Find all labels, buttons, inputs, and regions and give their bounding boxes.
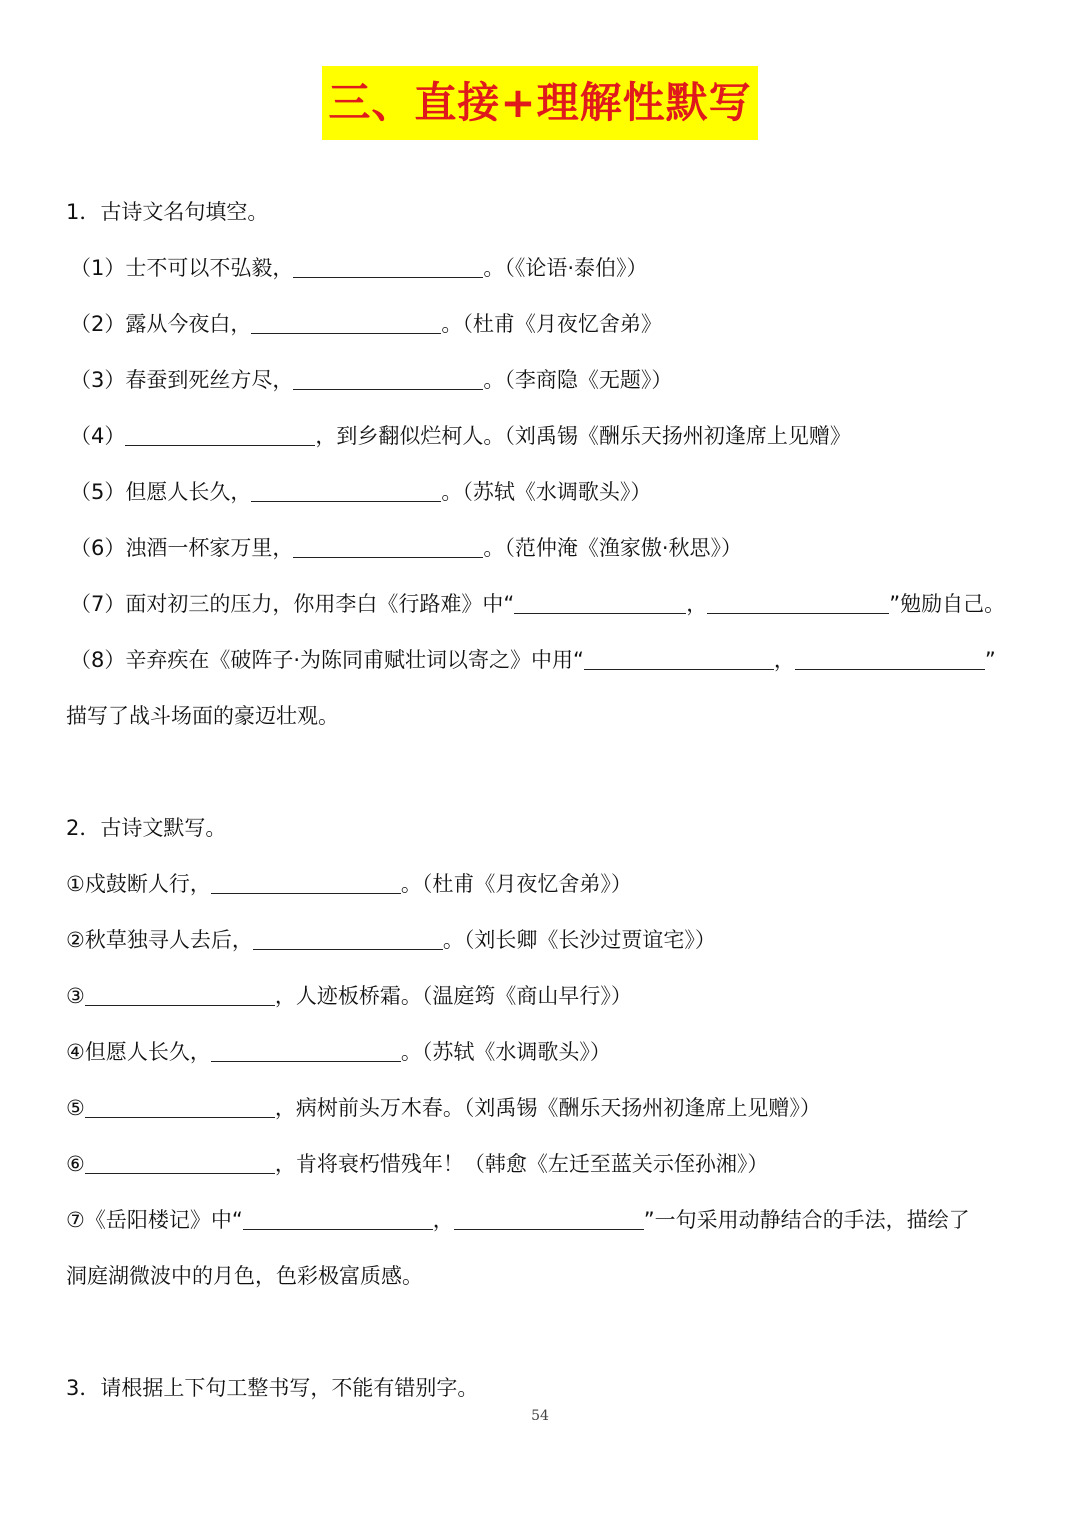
- answer-blank[interactable]: [293, 537, 483, 558]
- q2-item-3-suffix: ，人迹板桥霜。（温庭筠《商山早行》）: [274, 984, 632, 1008]
- q2-item-6: [66, 1150, 1020, 1178]
- answer-blank[interactable]: [795, 649, 985, 670]
- q1-item-1-prefix: （1）士不可以不弘毅，: [70, 256, 294, 280]
- page-number: 54: [531, 1408, 549, 1424]
- q1-item-4-suffix: ，到乡翻似烂柯人。（刘禹锡《酬乐天扬州初逢席上见赠》: [315, 424, 851, 448]
- q2-item-6-prefix: ⑥: [66, 1152, 85, 1176]
- q1-item-6-prefix: （6）浊酒一杯家万里，: [70, 536, 294, 560]
- q2-item-5: [66, 1094, 1020, 1122]
- q1-item-8-comma: ，: [773, 648, 795, 672]
- q2-item-1-prefix: ①戍鼓断人行，: [66, 872, 211, 896]
- q1-item-8-quote: ”: [984, 648, 996, 672]
- answer-blank[interactable]: [584, 649, 774, 670]
- q2-item-2: [66, 926, 1020, 954]
- answer-blank[interactable]: [211, 873, 401, 894]
- q2-item-6-suffix: ，肯将衰朽惜残年！（韩愈《左迁至蓝关示侄孙湘》）: [274, 1152, 769, 1176]
- q2-item-3: [66, 982, 1020, 1010]
- q1-item-1: [70, 254, 1020, 282]
- answer-blank[interactable]: [253, 929, 443, 950]
- q1-item-6: [70, 534, 1020, 562]
- q2-heading: 2．古诗文默写。: [66, 816, 227, 840]
- answer-blank[interactable]: [85, 985, 275, 1006]
- answer-blank[interactable]: [251, 481, 441, 502]
- answer-blank[interactable]: [211, 1041, 401, 1062]
- title-banner: [0, 66, 1080, 140]
- q1-item-8: [70, 646, 1020, 674]
- q1-item-7-suffix: ”勉励自己。: [889, 592, 1006, 616]
- q1-item-5-prefix: （5）但愿人长久，: [70, 480, 252, 504]
- q1-item-3: [70, 366, 1020, 394]
- q2-item-4-prefix: ④但愿人长久，: [66, 1040, 211, 1064]
- answer-blank[interactable]: [514, 593, 686, 614]
- q2-item-7-comma: ，: [432, 1208, 454, 1232]
- q2-item-5-suffix: ，病树前头万木春。（刘禹锡《酬乐天扬州初逢席上见赠》）: [274, 1096, 821, 1120]
- q2-item-7-continuation: 洞庭湖微波中的月色，色彩极富质感。: [66, 1264, 423, 1288]
- q2-item-2-prefix: ②秋草独寻人去后，: [66, 928, 253, 952]
- answer-blank[interactable]: [85, 1097, 275, 1118]
- q2-item-4-suffix: 。（苏轼《水调歌头》）: [400, 1040, 611, 1064]
- q1-item-7-comma: ，: [686, 592, 708, 616]
- q1-item-8-prefix: （8）辛弃疾在《破阵子·为陈同甫赋壮词以寄之》中用“: [70, 648, 584, 672]
- q1-item-6-suffix: 。（范仲淹《渔家傲·秋思》）: [483, 536, 743, 560]
- answer-blank[interactable]: [125, 425, 315, 446]
- q1-item-5-suffix: 。（苏轼《水调歌头》）: [441, 480, 652, 504]
- q2-item-1-suffix: 。（杜甫《月夜忆舍弟》）: [400, 872, 632, 896]
- q1-item-8-continuation: 描写了战斗场面的豪迈壮观。: [66, 704, 339, 728]
- q1-item-2-prefix: （2）露从今夜白，: [70, 312, 252, 336]
- q2-item-4: [66, 1038, 1020, 1066]
- q1-item-2: [70, 310, 1020, 338]
- q1-item-7-prefix: （7）面对初三的压力，你用李白《行路难》中“: [70, 592, 515, 616]
- answer-blank[interactable]: [293, 369, 483, 390]
- q1-item-4-prefix: （4）: [70, 424, 126, 448]
- q2-item-3-prefix: ③: [66, 984, 85, 1008]
- q3-heading: 3．请根据上下句工整书写，不能有错别字。: [66, 1376, 479, 1400]
- q2-item-5-prefix: ⑤: [66, 1096, 85, 1120]
- answer-blank[interactable]: [251, 313, 441, 334]
- answer-blank[interactable]: [454, 1209, 644, 1230]
- q1-item-5: [70, 478, 1020, 506]
- answer-blank[interactable]: [85, 1153, 275, 1174]
- section-title: 三、直接+理解性默写: [322, 66, 757, 140]
- q1-item-1-suffix: 。（《论语·泰伯》）: [483, 256, 648, 280]
- q1-heading: 1．古诗文名句填空。: [66, 200, 269, 224]
- q1-item-3-prefix: （3）春蚕到死丝方尽，: [70, 368, 294, 392]
- answer-blank[interactable]: [243, 1209, 433, 1230]
- q1-item-2-suffix: 。（杜甫《月夜忆舍弟》: [441, 312, 662, 336]
- q1-item-4: [70, 422, 1020, 450]
- q2-item-1: [66, 870, 1020, 898]
- answer-blank[interactable]: [293, 257, 483, 278]
- q1-item-3-suffix: 。（李商隐《无题》）: [483, 368, 673, 392]
- q1-item-7: [70, 590, 1020, 618]
- q2-item-7-prefix: ⑦《岳阳楼记》中“: [66, 1208, 243, 1232]
- answer-blank[interactable]: [707, 593, 889, 614]
- q2-item-2-suffix: 。（刘长卿《长沙过贾谊宅》）: [442, 928, 716, 952]
- q2-item-7-suffix: ”一句采用动静结合的手法，描绘了: [643, 1208, 970, 1232]
- q2-item-7: [66, 1206, 1020, 1234]
